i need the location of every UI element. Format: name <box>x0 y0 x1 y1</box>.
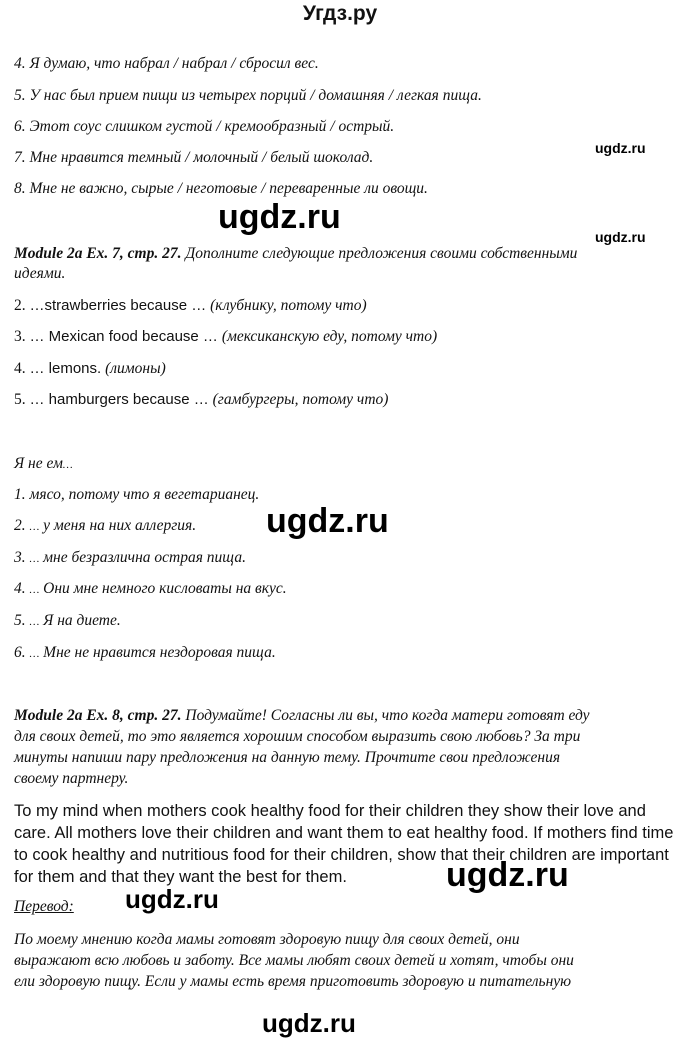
answer-number: 2. <box>14 517 26 534</box>
translation-line: выражают всю любовь и заботу. Все мамы любят своих детей и хотят, чтобы они <box>14 952 574 969</box>
item-number: 2. <box>14 297 26 314</box>
answer-dots: … <box>29 584 40 596</box>
item-text: … hamburgers because … <box>29 391 209 408</box>
answer-dots: … <box>29 553 40 565</box>
item-text: … Mexican food because … <box>29 328 218 345</box>
answer-intro <box>14 454 73 475</box>
answer-number: 6. <box>14 644 26 661</box>
translation-line: По моему мнению когда мамы готовят здоровую пищу для своих детей, они <box>14 931 520 948</box>
answer-line <box>14 548 246 569</box>
translation-line-7: 7. Мне нравится темный / молочный / белый шоколад. <box>14 149 374 166</box>
item-hint: (мексиканскую еду, потому что) <box>221 328 438 345</box>
answer-dots: … <box>29 521 40 533</box>
answer-number: 1. <box>14 486 26 503</box>
watermark-big: ugdz.ru <box>218 198 341 236</box>
translation-line-5: 5. У нас был прием пищи из четырех порций / домашняя / легкая пища. <box>14 87 482 104</box>
ex7-heading: Module 2a Ex. 7, стр. 27. <box>14 245 182 262</box>
ex8-task <box>14 706 590 726</box>
ex7-item <box>14 390 388 410</box>
english-line: care. All mothers love their children and want them to eat healthy food. If mothers find time <box>14 824 674 842</box>
answer-line <box>14 485 259 505</box>
ex8-task-line: для своих детей, то это является хорошим способом выразить свою любовь? За три <box>14 728 581 745</box>
answer-dots: … <box>29 616 40 628</box>
answer-number: 4. <box>14 580 26 597</box>
item-number: 5. <box>14 391 26 408</box>
translation-line-4: 4. Я думаю, что набрал / набрал / сбросил вес. <box>14 55 319 72</box>
watermark-footer: ugdz.ru <box>262 1008 356 1038</box>
item-text: …strawberries because … <box>29 297 207 314</box>
answer-text: Они мне немного кисловаты на вкус. <box>43 580 287 597</box>
translation-label: Перевод: <box>14 898 74 915</box>
answer-line <box>14 611 121 632</box>
answer-line <box>14 516 196 537</box>
english-line: To my mind when mothers cook healthy food for their children they show their love and <box>14 802 646 820</box>
answer-line <box>14 579 287 600</box>
answer-number: 5. <box>14 612 26 629</box>
english-line: to cook healthy and nutritious food for their children, show that their children are important <box>14 846 669 864</box>
item-number: 4. <box>14 360 26 377</box>
item-hint: (лимоны) <box>105 360 166 377</box>
english-line: for them and that they want the best for them. <box>14 868 347 886</box>
watermark-small: ugdz.ru <box>595 140 646 156</box>
ex7-task <box>14 244 577 264</box>
ex7-task-line2: идеями. <box>14 265 66 282</box>
ex7-task-text: Дополните следующие предложения своими собственными <box>185 245 578 262</box>
answer-text: у меня на них аллергия. <box>43 517 197 534</box>
watermark-small: ugdz.ru <box>595 229 646 245</box>
answer-text: Мне не нравится нездоровая пища. <box>43 644 276 661</box>
watermark-big: ugdz.ru <box>446 856 569 894</box>
english-answer <box>14 800 674 888</box>
ex8-task-line: минуты напиши пару предложения на данную тему. Прочтите свои предложения <box>14 749 561 766</box>
translation-line-6: 6. Этот соус слишком густой / кремообразный / острый. <box>14 118 395 135</box>
answer-text: Я на диете. <box>43 612 121 629</box>
ex8-heading: Module 2a Ex. 8, стр. 27. <box>14 707 182 724</box>
answer-number: 3. <box>14 549 26 566</box>
answer-text: мне безразлична острая пища. <box>43 549 247 566</box>
answer-intro-dots: … <box>62 459 73 471</box>
ex7-item <box>14 327 437 347</box>
answer-dots: … <box>29 648 40 660</box>
item-hint: (клубнику, потому что) <box>210 297 367 314</box>
translation-line-8: 8. Мне не важно, сырые / неготовые / переваренные ли овощи. <box>14 180 428 197</box>
ex7-item <box>14 296 367 316</box>
watermark-big: ugdz.ru <box>266 502 389 540</box>
site-title: Угдз.ру <box>302 2 378 25</box>
item-text: … lemons. <box>29 360 102 377</box>
ex8-task-line: своему партнеру. <box>14 770 129 787</box>
ex8-task-text: Подумайте! Согласны ли вы, что когда матери готовят еду <box>185 707 590 724</box>
ex7-item <box>14 359 166 379</box>
watermark-mid: ugdz.ru <box>125 884 219 914</box>
answer-text: мясо, потому что я вегетарианец. <box>29 486 260 503</box>
answer-line <box>14 643 276 664</box>
answer-intro-text: Я не ем <box>14 455 63 472</box>
item-hint: (гамбургеры, потому что) <box>212 391 389 408</box>
translation-line: ели здоровую пищу. Если у мамы есть время приготовить здоровую и питательную <box>14 973 572 990</box>
item-number: 3. <box>14 328 26 345</box>
